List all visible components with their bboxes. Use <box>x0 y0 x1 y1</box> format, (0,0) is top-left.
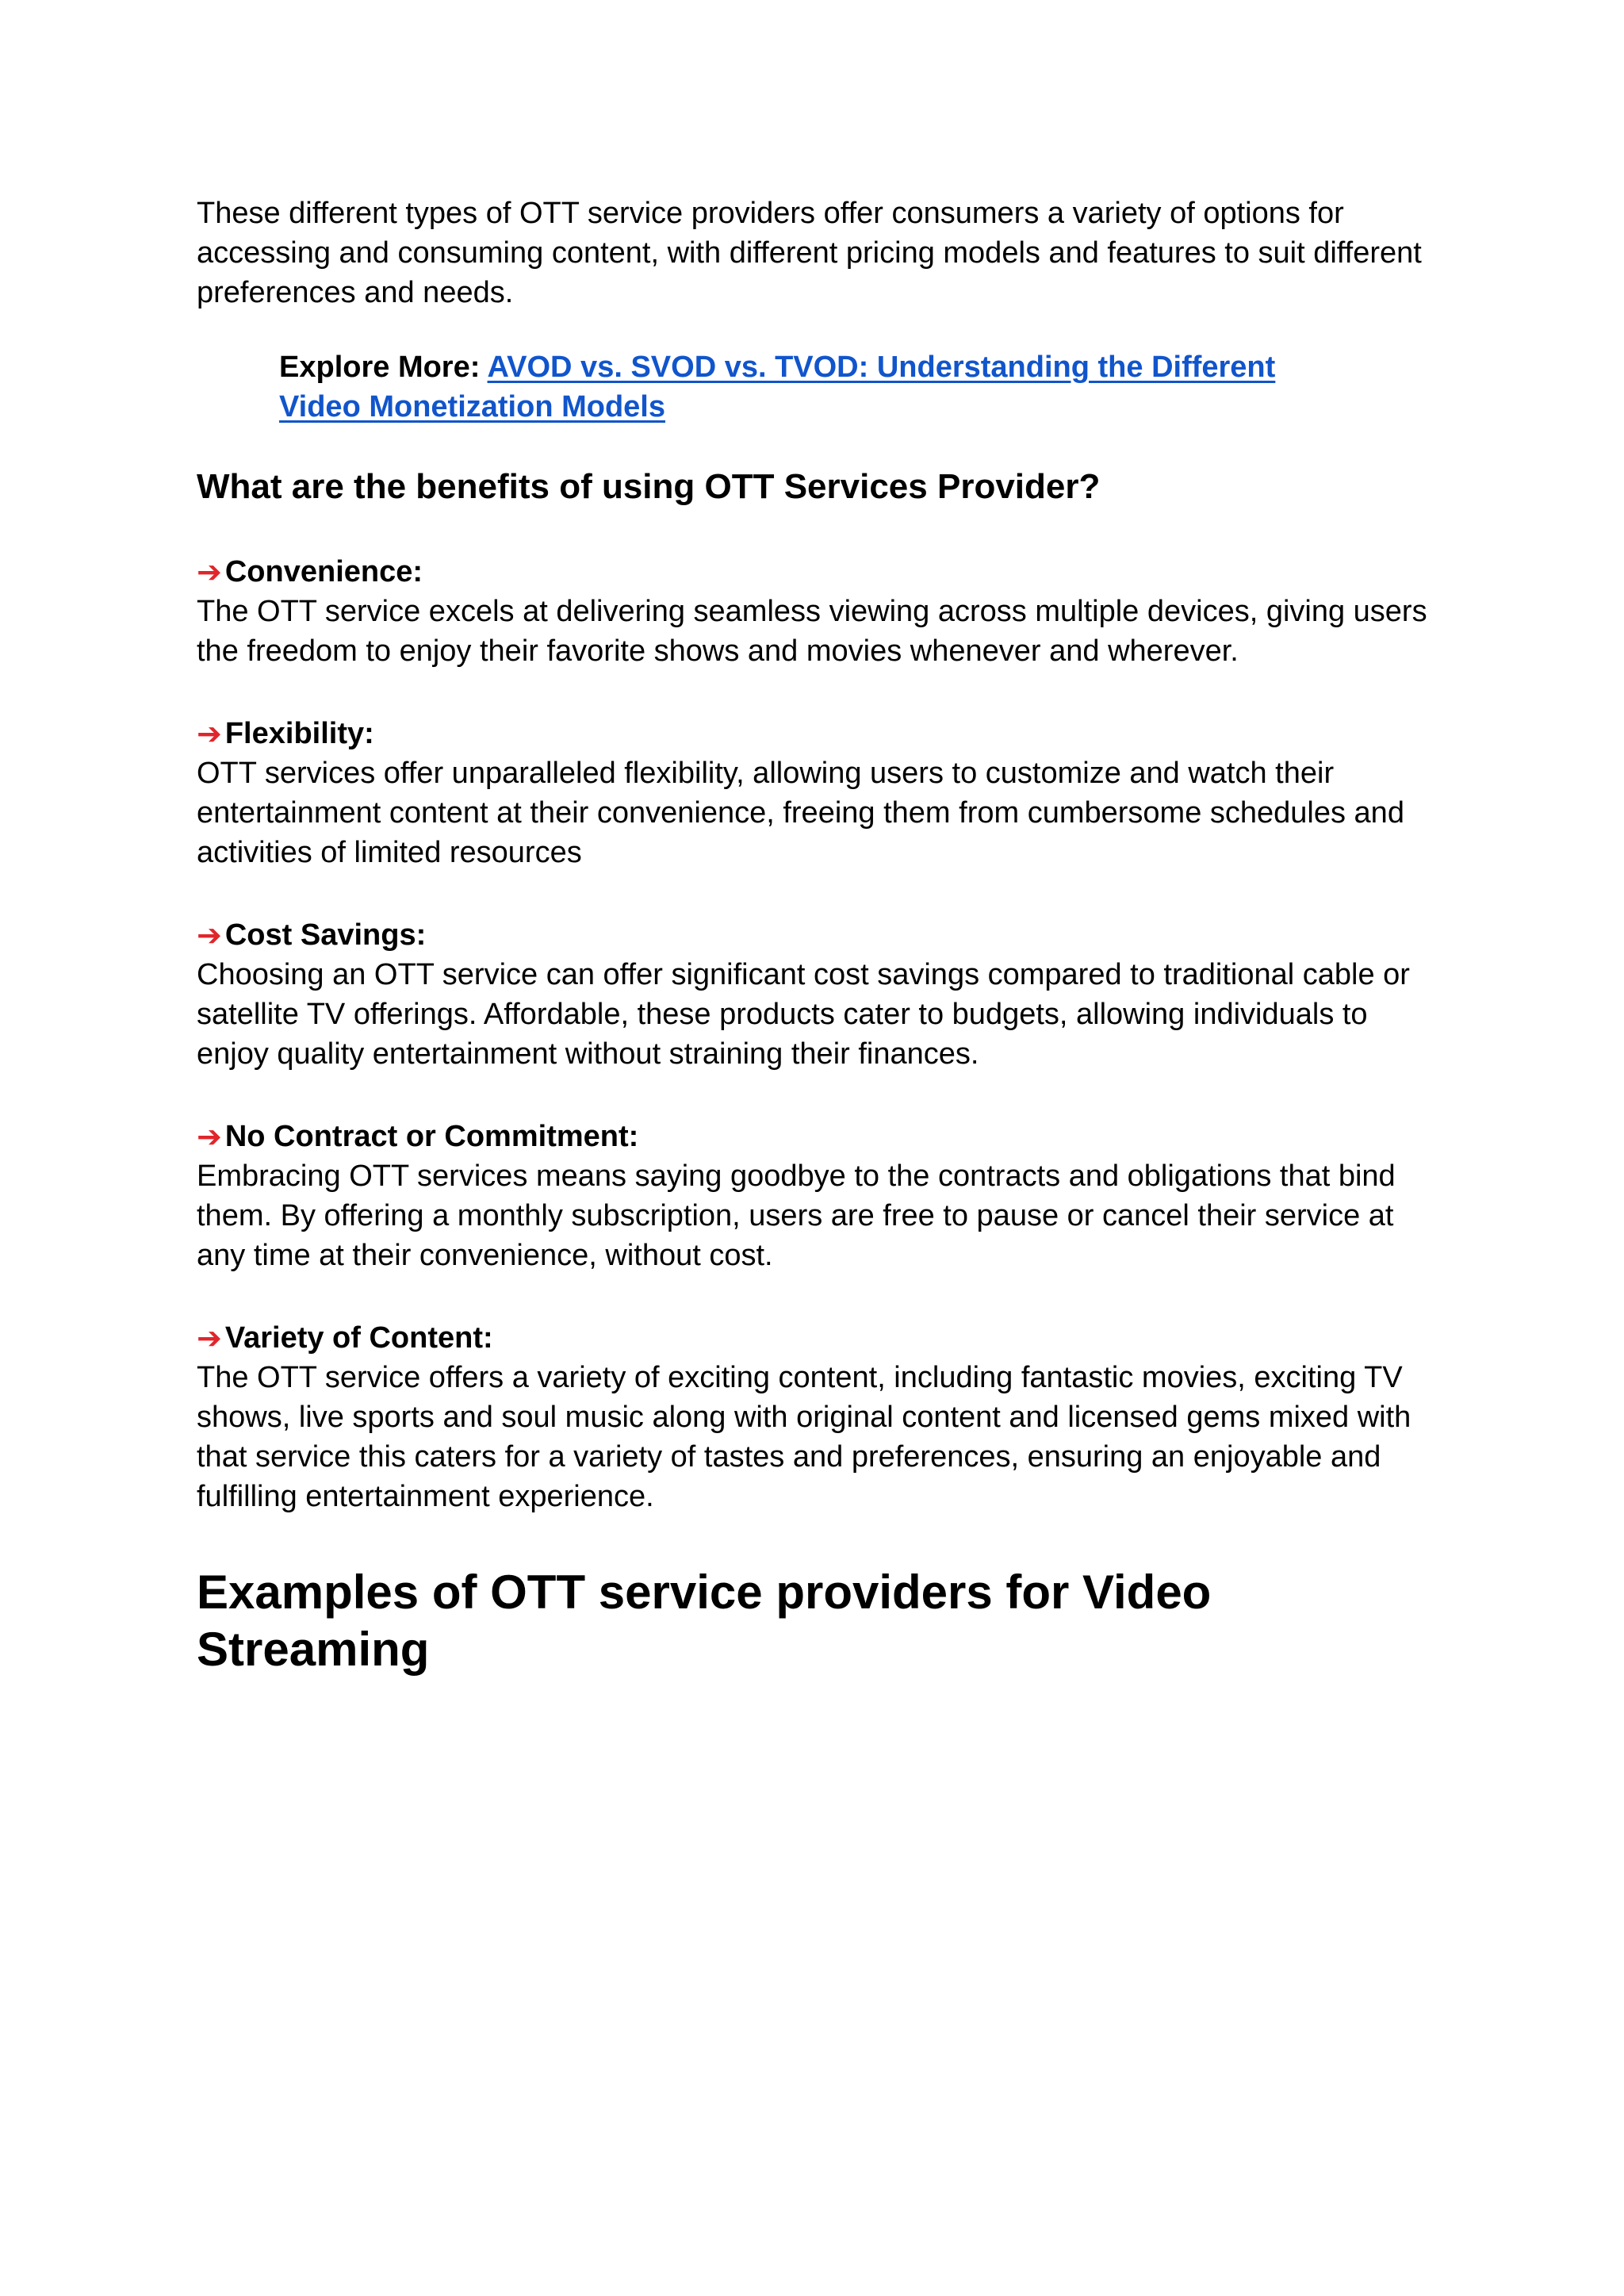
benefit-heading-label: Convenience: <box>224 555 423 588</box>
benefit-heading-label: Variety of Content: <box>224 1321 493 1355</box>
examples-section-title: Examples of OTT service providers for Video Streaming <box>197 1566 1212 1676</box>
benefit-heading-convenience <box>197 552 1434 592</box>
right-arrow-icon: ➔ <box>197 554 222 589</box>
benefit-heading-flexibility <box>197 714 1434 753</box>
benefit-heading-no-contract <box>197 1117 1434 1156</box>
benefits-section-title: What are the benefits of using OTT Services Provider? <box>197 467 1101 506</box>
benefit-heading-variety-of-content <box>197 1318 1434 1358</box>
right-arrow-icon: ➔ <box>197 918 222 953</box>
explore-more-callout <box>279 347 1310 427</box>
benefit-heading-label: No Contract or Commitment: <box>224 1120 639 1153</box>
benefit-text-flexibility: OTT services offer unparalleled flexibility, allowing users to customize and watch their entertainment content at their convenience, freeing them from cumbersome schedules and activities of limited resources <box>197 757 1404 869</box>
benefit-text-no-contract: Embracing OTT services means saying goodbye to the contracts and obligations that bind them. By offering a monthly subscription, users are free to pause or cancel their service at any time at their convenience, without cost. <box>197 1159 1396 1272</box>
right-arrow-icon: ➔ <box>197 1320 222 1355</box>
benefit-heading-cost-savings <box>197 915 1434 955</box>
benefit-text-convenience: The OTT service excels at delivering seamless viewing across multiple devices, giving users the freedom to enjoy their favorite shows and movies whenever and wherever. <box>197 595 1427 668</box>
right-arrow-icon: ➔ <box>197 716 222 751</box>
benefit-text-cost-savings: Choosing an OTT service can offer significant cost savings compared to traditional cable or satellite TV offerings. Affordable, these products cater to budgets, allowing individuals to enjoy quality entertainment without straining their finances. <box>197 958 1410 1071</box>
benefit-heading-label: Flexibility: <box>224 717 374 750</box>
benefit-heading-label: Cost Savings: <box>224 918 427 952</box>
document-page <box>197 194 1434 1678</box>
right-arrow-icon: ➔ <box>197 1119 222 1154</box>
benefit-text-variety-of-content: The OTT service offers a variety of exciting content, including fantastic movies, exciting TV shows, live sports and soul music along with original content and licensed gems mixed with that service this caters for a variety of tastes and preferences, ensuring an enjoyable and fulfilling entertainment experience. <box>197 1361 1411 1513</box>
explore-more-link[interactable]: AVOD vs. SVOD vs. TVOD: Understanding the Different Video Monetization Models <box>279 351 1276 424</box>
explore-more-label: Explore More: <box>279 351 488 384</box>
intro-paragraph: These different types of OTT service providers offer consumers a variety of options for accessing and consuming content, with different pricing models and features to suit different preferences and needs. <box>197 197 1422 309</box>
